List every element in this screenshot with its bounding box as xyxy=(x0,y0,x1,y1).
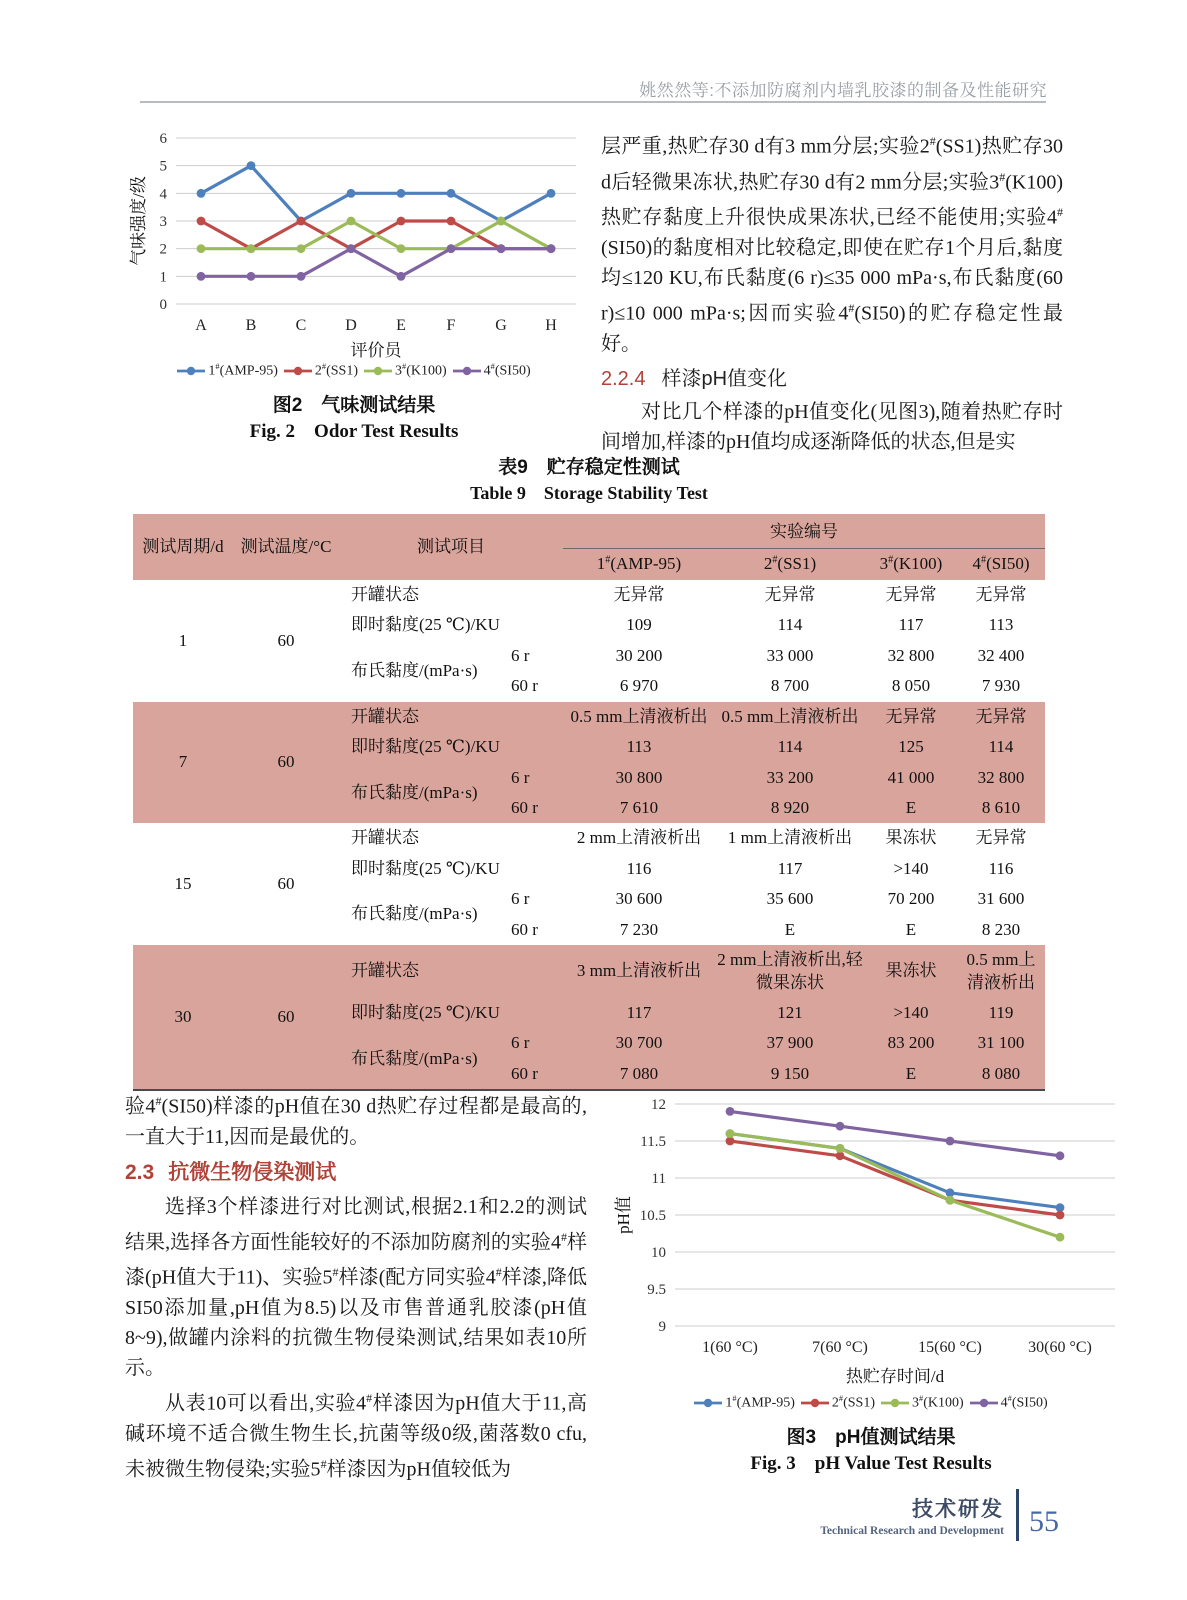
cell-open-state: 无异常 xyxy=(865,702,957,732)
superscript-hash: # xyxy=(772,554,778,566)
y-tick-label: 10 xyxy=(651,1245,666,1261)
cell-instant-viscosity: 114 xyxy=(715,732,865,762)
x-tick-label: F xyxy=(446,317,456,334)
data-point-marker xyxy=(447,217,456,226)
header-temp: 测试温度/°C xyxy=(233,514,339,580)
cell-brookfield-60r: 9 150 xyxy=(715,1059,865,1090)
superscript-hash: # xyxy=(366,1390,373,1405)
cell-brookfield-60r: 7 930 xyxy=(981,676,1021,696)
cell-brookfield-6r: 70 200 xyxy=(887,889,935,909)
cell-instant-viscosity: 116 xyxy=(988,858,1014,878)
row-label-brookfield: 布氏黏度/(mPa·s) xyxy=(351,660,478,680)
data-point-marker xyxy=(247,161,256,170)
cell-instant-viscosity: 114 xyxy=(777,615,803,635)
row-label-60r: 60 r xyxy=(511,919,538,939)
row-label-6r: 6 r xyxy=(511,645,530,665)
row-label-60r: 60 r xyxy=(507,793,563,823)
legend-item xyxy=(881,1394,964,1412)
superscript-hash: # xyxy=(321,362,327,371)
row-label-open-state: 开罐状态 xyxy=(339,702,563,732)
legend-item xyxy=(364,362,447,380)
paragraph-storage-stability: 层严重,热贮存30 d有3 mm分层;实验2#(SS1)热贮存30 d后轻微果冻状,热贮存30 d有2 mm分层;实验3#(K100)热贮存黏度上升很快成果冻状,已经不能使用;实验4#(SI50)的黏度相对比较稳定,即使在贮存1个月后,黏度均≤120 KU,布氏黏度(6 r)≤35 000 mPa·s,布氏黏度(60 r)≤10 000 mPa·s;因而实验4#(SI50)的贮存稳定性最好。 xyxy=(601,134,1063,355)
y-tick-label: 9 xyxy=(658,1319,666,1335)
cell-brookfield-60r: E xyxy=(865,1059,957,1090)
cell-instant-viscosity: 114 xyxy=(957,732,1045,762)
data-point-marker xyxy=(946,1196,955,1205)
y-tick-label: 9.5 xyxy=(647,1282,666,1298)
table-9-section xyxy=(133,452,1045,1091)
superscript-hash: # xyxy=(332,1265,339,1280)
x-tick-label: B xyxy=(245,317,257,334)
cell-brookfield-6r: 33 000 xyxy=(766,645,814,665)
cell-brookfield-6r: 30 600 xyxy=(615,889,663,909)
cell-open-state: 无异常 xyxy=(613,584,665,604)
cell-instant-viscosity: 125 xyxy=(865,732,957,762)
series-line xyxy=(201,249,551,277)
table-row xyxy=(133,823,1045,853)
figure-2-block xyxy=(125,126,583,457)
header-exp-col: 1#(AMP-95) xyxy=(563,549,715,580)
ph-chart-legend xyxy=(694,1394,1047,1412)
x-tick-label: G xyxy=(495,317,507,334)
cell-instant-viscosity: 109 xyxy=(626,615,652,635)
cell-brookfield-60r: 8 080 xyxy=(957,1059,1045,1090)
superscript-hash: # xyxy=(490,362,495,371)
y-tick-label: 0 xyxy=(159,297,167,313)
series-line xyxy=(201,221,551,249)
superscript-hash: # xyxy=(919,1394,924,1403)
data-point-marker xyxy=(946,1137,955,1146)
figure-3-block xyxy=(597,1086,1145,1484)
bottom-left-text-column xyxy=(125,1086,587,1484)
y-tick-label: 10.5 xyxy=(639,1208,666,1224)
data-point-marker xyxy=(347,244,356,253)
cell-brookfield-60r: E xyxy=(865,793,957,823)
data-point-marker xyxy=(297,244,306,253)
y-tick-label: 6 xyxy=(159,131,167,147)
legend-marker-icon xyxy=(881,1397,909,1409)
data-point-marker xyxy=(397,244,406,253)
cell-brookfield-6r: 37 900 xyxy=(715,1028,865,1058)
cell-brookfield-6r: 83 200 xyxy=(865,1028,957,1058)
ph-value-chart xyxy=(609,1086,1133,1392)
legend-item xyxy=(284,362,358,380)
legend-marker-icon xyxy=(801,1397,829,1409)
legend-label: 3#(K100) xyxy=(912,1394,964,1411)
y-tick-label: 2 xyxy=(159,241,167,258)
cell-brookfield-60r: E xyxy=(905,919,917,939)
table-header xyxy=(133,514,1045,580)
x-tick-label: H xyxy=(545,317,557,334)
data-point-marker xyxy=(247,244,256,253)
data-point-marker xyxy=(547,189,556,198)
page-footer xyxy=(820,1489,1059,1541)
cell-brookfield-6r: 41 000 xyxy=(865,763,957,793)
footer-section-en: Technical Research and Development xyxy=(820,1525,1004,1537)
row-label-brookfield: 布氏黏度/(mPa·s) xyxy=(351,904,478,924)
header-exp-col: 2#(SS1) xyxy=(715,549,865,580)
cell-temp: 60 xyxy=(277,874,295,894)
section-heading-2-3 xyxy=(125,1157,587,1189)
cell-open-state: 无异常 xyxy=(957,702,1045,732)
cell-open-state: 0.5 mm上清液析出 xyxy=(715,702,865,732)
series-line xyxy=(730,1134,1060,1208)
row-label-open-state: 开罐状态 xyxy=(351,584,419,604)
legend-label: 1#(AMP-95) xyxy=(208,362,278,379)
cell-open-state: 1 mm上清液析出 xyxy=(727,828,853,848)
bottom-section xyxy=(125,1086,1165,1484)
table-9-caption-zh: 表9 贮存稳定性测试 xyxy=(498,457,680,478)
y-tick-label: 3 xyxy=(159,214,167,230)
row-label-60r: 60 r xyxy=(511,676,538,696)
cell-instant-viscosity: 113 xyxy=(563,732,715,762)
data-point-marker xyxy=(297,217,306,226)
cell-instant-viscosity: 119 xyxy=(957,998,1045,1028)
row-label-brookfield: 布氏黏度/(mPa·s) xyxy=(339,1028,507,1090)
section-title: 样漆pH值变化 xyxy=(661,367,788,390)
cell-open-state: 0.5 mm上清液析出 xyxy=(957,945,1045,998)
legend-marker-icon xyxy=(284,365,312,377)
cell-open-state: 0.5 mm上清液析出 xyxy=(563,702,715,732)
legend-marker-icon xyxy=(694,1397,722,1409)
data-point-marker xyxy=(1056,1233,1065,1242)
cell-instant-viscosity: 121 xyxy=(715,998,865,1028)
row-label-open-state: 开罐状态 xyxy=(351,828,419,848)
cell-brookfield-60r: 8 700 xyxy=(770,676,810,696)
header-item: 测试项目 xyxy=(339,514,563,580)
x-tick-label: D xyxy=(345,317,357,334)
cell-temp: 60 xyxy=(233,702,339,824)
superscript-hash: # xyxy=(215,362,220,371)
cell-brookfield-60r: 8 230 xyxy=(981,919,1021,939)
superscript-hash: # xyxy=(560,1229,567,1244)
data-point-marker xyxy=(497,217,506,226)
section-title: 抗微生物侵染测试 xyxy=(168,1160,337,1184)
legend-marker-icon xyxy=(177,365,205,377)
cell-brookfield-60r: E xyxy=(784,919,796,939)
superscript-hash: # xyxy=(929,134,936,148)
cell-open-state: 无异常 xyxy=(885,584,937,604)
cell-brookfield-6r: 33 200 xyxy=(715,763,865,793)
legend-marker-icon xyxy=(453,365,481,377)
storage-stability-table xyxy=(133,514,1045,1091)
data-point-marker xyxy=(197,189,206,198)
superscript-hash: # xyxy=(1007,1394,1012,1403)
row-label-6r: 6 r xyxy=(511,889,530,909)
header-exp-col: 4#(SI50) xyxy=(957,549,1045,580)
cell-brookfield-6r: 35 600 xyxy=(766,889,814,909)
data-point-marker xyxy=(397,272,406,281)
x-tick-label: 30(60 °C) xyxy=(1028,1339,1092,1356)
legend-marker-icon xyxy=(970,1397,998,1409)
cell-instant-viscosity: >140 xyxy=(893,858,929,878)
legend-label: 3#(K100) xyxy=(395,362,447,379)
cell-open-state: 果冻状 xyxy=(865,945,957,998)
cell-instant-viscosity: 117 xyxy=(898,615,924,635)
legend-item xyxy=(177,362,278,380)
x-tick-label: 7(60 °C) xyxy=(812,1339,868,1356)
header-exp-col: 3#(K100) xyxy=(865,549,957,580)
y-tick-label: 5 xyxy=(159,158,167,175)
paragraph-ph-highest: 验4#(SI50)样漆的pH值在30 d热贮存过程都是最高的,一直大于11,因而是最优的。 xyxy=(125,1094,588,1148)
table-body xyxy=(133,580,1045,1090)
data-point-marker xyxy=(1056,1151,1065,1160)
data-point-marker xyxy=(347,217,356,226)
legend-label: 1#(AMP-95) xyxy=(725,1394,795,1411)
data-point-marker xyxy=(297,272,306,281)
page-number: 55 xyxy=(1029,1505,1059,1538)
data-point-marker xyxy=(247,272,256,281)
data-point-marker xyxy=(1056,1211,1065,1220)
cell-open-state: 无异常 xyxy=(975,828,1027,848)
y-tick-label: 1 xyxy=(159,269,167,286)
superscript-hash: # xyxy=(848,300,855,315)
cell-brookfield-6r: 30 700 xyxy=(563,1028,715,1058)
superscript-hash: # xyxy=(605,554,611,566)
data-point-marker xyxy=(447,244,456,253)
data-point-marker xyxy=(197,272,206,281)
superscript-hash: # xyxy=(155,1094,162,1108)
cell-brookfield-6r: 32 800 xyxy=(957,763,1045,793)
x-axis-title: 热贮存时间/d xyxy=(845,1367,945,1386)
row-label-instant-viscosity: 即时黏度(25 ℃)/KU xyxy=(339,998,563,1028)
cell-brookfield-6r: 31 600 xyxy=(977,889,1025,909)
odor-chart-legend xyxy=(177,362,530,380)
header-rule xyxy=(140,101,1046,103)
superscript-hash: # xyxy=(732,1394,737,1403)
cell-period: 1 xyxy=(178,630,188,650)
top-right-text-column xyxy=(601,126,1063,457)
paragraph-ph-change: 对比几个样漆的pH值变化(见图3),随着热贮存时间增加,样漆的pH值均成逐渐降低的状态,但是实 xyxy=(601,400,1063,453)
legend-marker-icon xyxy=(364,365,392,377)
header-period: 测试周期/d xyxy=(133,514,233,580)
section-number: 2.2.4 xyxy=(601,367,646,390)
row-label-open-state: 开罐状态 xyxy=(339,945,563,998)
cell-instant-viscosity: 117 xyxy=(777,858,803,878)
data-point-marker xyxy=(447,189,456,198)
cell-temp: 60 xyxy=(277,630,295,650)
data-point-marker xyxy=(397,189,406,198)
y-axis-title: 气味强度/级 xyxy=(129,176,148,266)
row-label-instant-viscosity: 即时黏度(25 ℃)/KU xyxy=(339,732,563,762)
cell-instant-viscosity: 113 xyxy=(988,615,1014,635)
running-head: 姚然然等:不添加防腐剂内墙乳胶漆的制备及性能研究 xyxy=(639,81,1047,100)
cell-open-state: 无异常 xyxy=(764,584,816,604)
cell-brookfield-60r: 8 610 xyxy=(957,793,1045,823)
paragraph-antimicrobial-setup: 选择3个样漆进行对比测试,根据2.1和2.2的测试结果,选择各方面性能较好的不添加防腐剂的实验4#样漆(pH值大于11)、实验5#样漆(配方同实验4#样漆,降低SI50添加量,pH值为8.5)以及市售普通乳胶漆(pH值8~9),做罐内涂料的抗微生物侵染测试,结果如表10所示。 xyxy=(125,1195,588,1379)
data-point-marker xyxy=(836,1122,845,1131)
x-tick-label: 1(60 °C) xyxy=(702,1339,758,1356)
y-tick-label: 11 xyxy=(651,1171,666,1187)
cell-period: 30 xyxy=(133,945,233,1090)
cell-brookfield-6r: 30 200 xyxy=(615,645,663,665)
superscript-hash: # xyxy=(402,362,407,371)
cell-period: 7 xyxy=(133,702,233,824)
superscript-hash: # xyxy=(838,1394,844,1403)
cell-brookfield-6r: 32 800 xyxy=(887,645,935,665)
footer-section-labels xyxy=(820,1493,1004,1537)
cell-brookfield-60r: 7 230 xyxy=(619,919,659,939)
cell-open-state: 无异常 xyxy=(975,584,1027,604)
cell-instant-viscosity: 116 xyxy=(626,858,652,878)
cell-open-state: 2 mm上清液析出 xyxy=(576,828,702,848)
cell-instant-viscosity: 117 xyxy=(563,998,715,1028)
y-axis-title: pH值 xyxy=(614,1196,633,1234)
y-tick-label: 4 xyxy=(159,186,167,203)
data-point-marker xyxy=(836,1144,845,1153)
legend-item xyxy=(801,1394,875,1412)
x-tick-label: A xyxy=(195,317,207,334)
table-row xyxy=(133,580,1045,610)
cell-open-state: 2 mm上清液析出,轻微果冻状 xyxy=(715,945,865,998)
x-tick-label: 15(60 °C) xyxy=(918,1339,982,1356)
cell-brookfield-6r: 31 100 xyxy=(957,1028,1045,1058)
superscript-hash: # xyxy=(980,554,987,566)
table-row xyxy=(133,514,1045,549)
data-point-marker xyxy=(726,1129,735,1138)
section-heading-2-2-4 xyxy=(601,364,1063,394)
legend-label: 2#(SS1) xyxy=(314,362,359,379)
legend-item xyxy=(453,362,531,380)
row-label-6r: 6 r xyxy=(507,763,563,793)
figure-2-caption-en: Fig. 2 Odor Test Results xyxy=(249,420,459,442)
data-point-marker xyxy=(347,189,356,198)
table-row xyxy=(133,702,1045,732)
cell-temp: 60 xyxy=(233,945,339,1090)
paragraph-antimicrobial-result: 从表10可以看出,实验4#样漆因为pH值大于11,高碱环境不适合微生物生长,抗菌等级0级,菌落数0 cfu,未被微生物侵染;实验5#样漆因为pH值较低为 xyxy=(125,1390,588,1481)
cell-brookfield-60r: 6 970 xyxy=(619,676,659,696)
superscript-hash: # xyxy=(999,169,1006,184)
legend-label: 4#(SI50) xyxy=(1000,1394,1048,1411)
header-exp-group: 实验编号 xyxy=(563,514,1045,549)
cell-brookfield-60r: 7 610 xyxy=(563,793,715,823)
data-point-marker xyxy=(197,217,206,226)
table-row xyxy=(133,945,1045,998)
data-point-marker xyxy=(547,244,556,253)
legend-item xyxy=(970,1394,1048,1412)
row-label-brookfield: 布氏黏度/(mPa·s) xyxy=(339,763,507,824)
data-point-marker xyxy=(397,217,406,226)
cell-instant-viscosity: >140 xyxy=(865,998,957,1028)
figure-3-caption-zh: 图3 pH值测试结果 xyxy=(786,1426,956,1448)
cell-open-state: 3 mm上清液析出 xyxy=(563,945,715,998)
row-label-instant-viscosity: 即时黏度(25 ℃)/KU xyxy=(351,858,500,878)
legend-label: 2#(SS1) xyxy=(831,1394,876,1411)
x-tick-label: E xyxy=(396,317,406,334)
data-point-marker xyxy=(726,1107,735,1116)
superscript-hash: # xyxy=(495,1265,502,1280)
cell-period: 15 xyxy=(174,874,192,894)
y-tick-label: 12 xyxy=(651,1097,666,1113)
data-point-marker xyxy=(497,244,506,253)
footer-section-zh: 技术研发 xyxy=(912,1498,1004,1521)
odor-test-chart xyxy=(128,126,580,360)
x-axis-title: 评价员 xyxy=(350,341,402,360)
figure-3-caption-en: Fig. 3 pH Value Test Results xyxy=(750,1452,992,1474)
top-section xyxy=(125,126,1063,457)
cell-open-state: 果冻状 xyxy=(885,828,937,848)
footer-divider-bar xyxy=(1016,1489,1019,1541)
figure-2-caption-zh: 图2 气味测试结果 xyxy=(272,394,436,416)
superscript-hash: # xyxy=(1057,205,1063,220)
row-label-60r: 60 r xyxy=(507,1059,563,1090)
table-9-caption-en: Table 9 Storage Stability Test xyxy=(470,483,708,503)
superscript-hash: # xyxy=(320,1456,327,1471)
data-point-marker xyxy=(197,244,206,253)
cell-brookfield-60r: 8 920 xyxy=(715,793,865,823)
cell-brookfield-6r: 30 800 xyxy=(563,763,715,793)
section-number: 2.3 xyxy=(125,1160,155,1184)
legend-item xyxy=(694,1394,795,1412)
cell-brookfield-6r: 32 400 xyxy=(977,645,1025,665)
legend-label: 4#(SI50) xyxy=(483,362,531,379)
x-tick-label: C xyxy=(295,317,307,334)
superscript-hash: # xyxy=(888,554,894,566)
y-tick-label: 11.5 xyxy=(640,1134,666,1150)
cell-brookfield-60r: 7 080 xyxy=(563,1059,715,1090)
row-label-instant-viscosity: 即时黏度(25 ℃)/KU xyxy=(351,615,500,635)
cell-brookfield-60r: 8 050 xyxy=(891,676,931,696)
row-label-6r: 6 r xyxy=(507,1028,563,1058)
